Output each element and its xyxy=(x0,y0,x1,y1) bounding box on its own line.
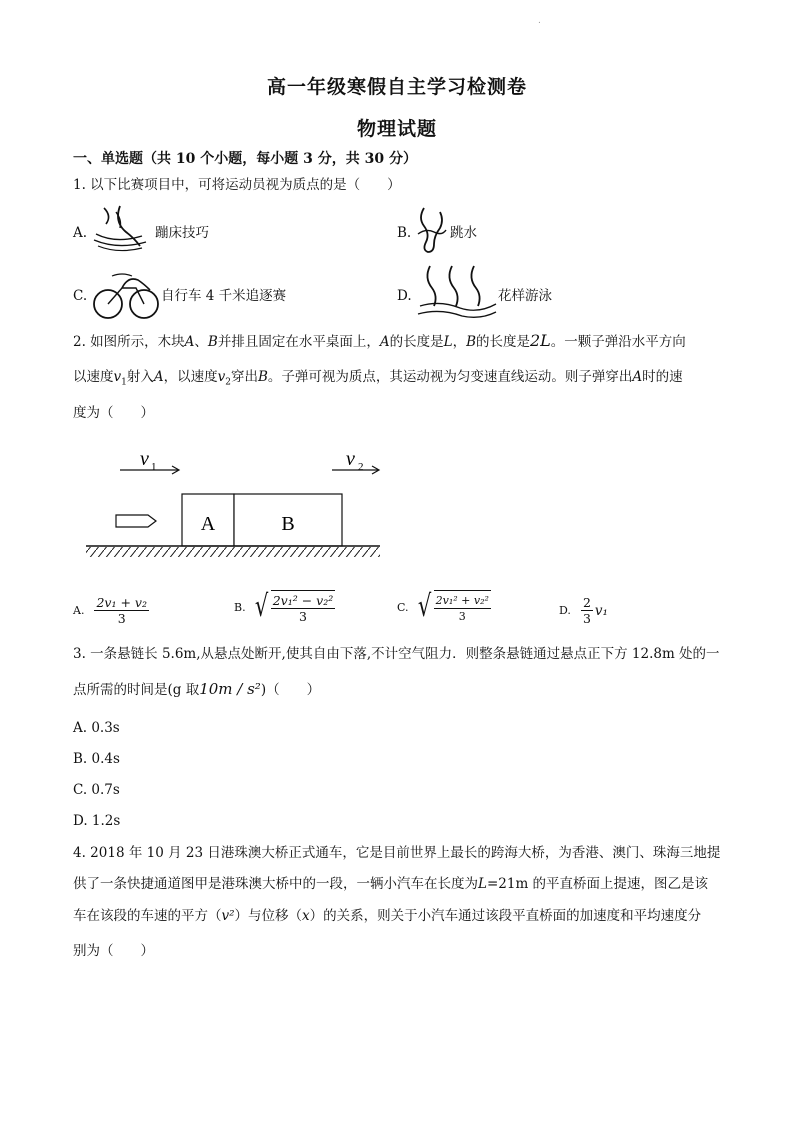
question-1-stem: 1. 以下比赛项目中，可将运动员视为质点的是（ ） xyxy=(73,177,401,193)
q2-text: 2. 如图所示，木块 xyxy=(73,334,185,350)
q2-sub: 2 xyxy=(225,377,231,388)
section-heading: 一、单选题（共 10 个小题，每小题 3 分，共 30 分） xyxy=(73,151,417,167)
q1-option-c-letter: C. xyxy=(73,288,88,304)
ground-hatch xyxy=(86,547,380,557)
question-3-line-1: 3. 一条悬链长 5.6m,从悬点处断开,使其自由下落,不计空气阻力．则整条悬链通过悬点正下方 12.8m 处的一 xyxy=(73,646,720,662)
q1-option-d-letter: D. xyxy=(397,288,412,304)
q2-var-b: B xyxy=(207,334,218,350)
q3-option-b[interactable]: B. 0.4s xyxy=(73,751,120,767)
fraction-denominator: 3 xyxy=(117,611,126,626)
q2-text: 以速度 xyxy=(73,369,114,385)
page-subtitle: 物理试题 xyxy=(356,118,437,140)
q2-text: 的长度是 xyxy=(389,334,444,350)
radical-icon: √ xyxy=(417,589,431,624)
q2-var-a: A xyxy=(379,334,390,350)
q2-option-c-letter: C. xyxy=(397,600,409,614)
question-2-line-3: 度为（ ） xyxy=(73,405,154,421)
q2-text: 时的速 xyxy=(642,369,683,385)
q4-text: ）与位移（ xyxy=(234,908,303,924)
q2-text: ， xyxy=(452,334,467,350)
cyclist-icon xyxy=(92,270,162,320)
radical-icon: √ xyxy=(254,589,268,624)
question-4-line-2 xyxy=(73,873,708,895)
q2-text: 穿出 xyxy=(231,369,258,385)
q1-option-b-letter: B. xyxy=(397,225,412,241)
q4-var-v-squared: v² xyxy=(221,908,235,924)
q2-text: 的长度是 xyxy=(475,334,530,350)
q3-gravity-value: 10m / s² xyxy=(199,680,261,698)
q2-var-v2: v xyxy=(217,369,226,385)
q2-text: 并排且固定在水平桌面上， xyxy=(217,334,380,350)
q2-option-a-letter: A. xyxy=(73,604,85,617)
diving-icon xyxy=(414,206,450,256)
q2-option-d-fraction xyxy=(581,595,593,626)
v2-subscript: 2 xyxy=(358,461,364,473)
fraction-numerator: 2v₁² − v₂² xyxy=(272,593,334,608)
fraction-numerator: 2 xyxy=(582,595,591,610)
q2-var-a: A xyxy=(153,369,164,385)
q4-text: 车在该段的车速的平方（ xyxy=(73,908,222,924)
q2-var-a: A xyxy=(632,369,643,385)
q1-option-d-text: 花样游泳 xyxy=(498,288,552,304)
page-title: 高一年级寒假自主学习检测卷 xyxy=(266,76,527,98)
question-2-line-1 xyxy=(73,330,686,353)
question-2-line-2 xyxy=(73,366,683,394)
q2-option-b-sqrt xyxy=(252,590,336,624)
q2-option-d-v1: v₁ xyxy=(594,602,608,619)
q2-option-c[interactable] xyxy=(397,590,491,624)
bullet-blocks-figure xyxy=(80,440,390,560)
q2-var-l: L xyxy=(443,334,453,350)
q2-text: 、 xyxy=(194,334,208,350)
q4-var-l: L xyxy=(478,876,487,892)
fraction-numerator: 2v₁² + v₂² xyxy=(435,594,489,607)
q2-option-b-letter: B. xyxy=(234,600,246,614)
q2-option-d[interactable] xyxy=(559,595,608,626)
q2-option-b[interactable] xyxy=(234,590,335,624)
q2-var-a: A xyxy=(184,334,195,350)
question-4-line-1: 4. 2018 年 10 月 23 日港珠澳大桥正式通车，它是目前世界上最长的跨海大桥，为香港、澳门、珠海三地提 xyxy=(73,845,721,861)
page-mark: . xyxy=(538,16,541,26)
v1-label: v xyxy=(140,448,149,470)
q2-var-b: B xyxy=(466,334,476,350)
q2-var-v1: v xyxy=(113,369,122,385)
fraction-numerator: 2v₁ + v₂ xyxy=(96,595,147,610)
bullet-shape xyxy=(116,515,156,527)
synchronized-swimming-icon xyxy=(416,262,498,322)
q3-text: )（ ） xyxy=(260,682,321,698)
question-4-line-4: 别为（ ） xyxy=(73,943,154,959)
q1-option-b-text: 跳水 xyxy=(450,225,477,241)
q4-var-x: x xyxy=(302,908,310,924)
q4-text: =21m 的平直桥面上提速，图乙是该 xyxy=(486,876,709,892)
v1-subscript: 1 xyxy=(151,461,157,473)
q2-option-c-sqrt xyxy=(415,590,491,624)
v2-label: v xyxy=(346,448,355,470)
q2-option-a[interactable] xyxy=(73,595,149,626)
fraction-denominator: 3 xyxy=(299,609,307,624)
q2-text: ，以速度 xyxy=(163,369,218,385)
q2-text: 。一颗子弹沿水平方向 xyxy=(550,334,686,350)
question-4-line-3 xyxy=(73,905,701,927)
block-a-label: A xyxy=(200,513,216,535)
q1-option-a-text: 蹦床技巧 xyxy=(155,225,209,241)
q1-option-c-text: 自行车 4 千米追逐赛 xyxy=(161,288,287,304)
trampoline-icon xyxy=(92,202,152,252)
q3-option-a[interactable]: A. 0.3s xyxy=(73,720,120,736)
q3-text: 点所需的时间是(g 取 xyxy=(73,682,200,698)
fraction-denominator: 3 xyxy=(458,610,466,623)
q1-option-a-letter: A. xyxy=(73,225,88,241)
q4-text: ）的关系，则关于小汽车通过该段平直桥面的加速度和平均速度分 xyxy=(309,908,702,924)
q3-option-c[interactable]: C. 0.7s xyxy=(73,782,120,798)
block-b-label: B xyxy=(281,513,295,535)
q2-text: 。子弹可视为质点，其运动视为匀变速直线运动。则子弹穿出 xyxy=(267,369,633,385)
q4-text: 供了一条快捷通道图甲是港珠澳大桥中的一段，一辆小汽车在长度为 xyxy=(73,876,478,892)
q2-option-d-letter: D. xyxy=(559,604,571,617)
q2-option-a-fraction xyxy=(94,595,149,626)
q2-var-b: B xyxy=(258,369,268,385)
q2-text: 射入 xyxy=(126,369,154,385)
q3-option-d[interactable]: D. 1.2s xyxy=(73,813,121,829)
question-3-line-2 xyxy=(73,678,320,701)
q2-sub: 1 xyxy=(121,377,127,388)
fraction-denominator: 3 xyxy=(582,611,591,626)
q2-var-2l: 2L xyxy=(529,331,551,350)
